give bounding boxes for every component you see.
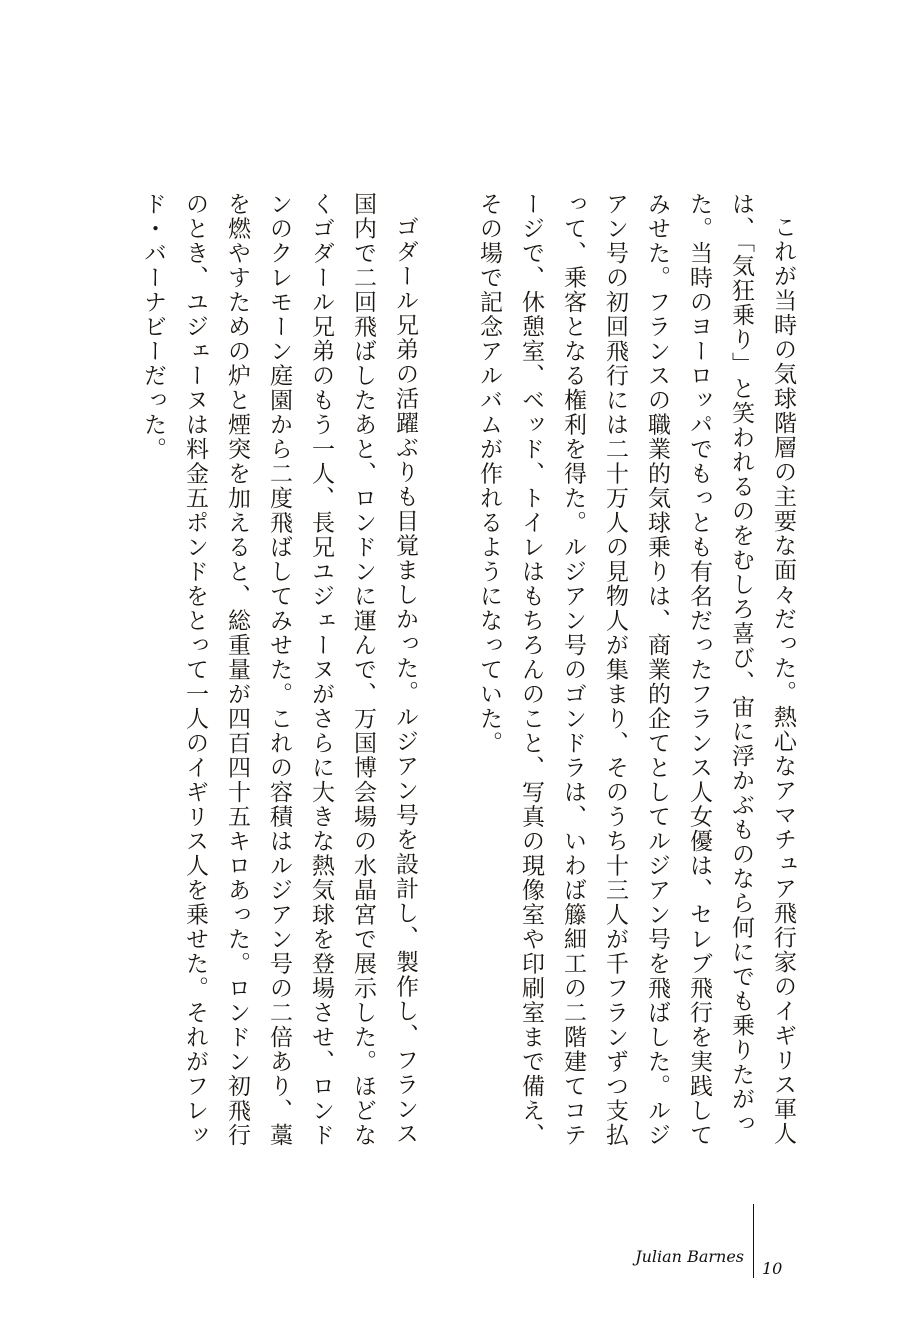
paragraph-2: ゴダール兄弟の活躍ぶりも目覚ましかった。ルジアン号を設計し、製作し、フランス国内で二回飛ばしたあと、ロンドンに運んで、万国博会場の水晶宮で展示した。ほどなくゴダール兄弟のもう一人、長兄ユジェーヌがさらに大きな熱気球を登場させ、ロンドンのクレモーン庭園から二度飛ばしてみせた。これの容積はルジアン号の二倍あり、藁を燃やすための炉と煙突を加えると、総重量が四百四十五キロあった。ロンドン初飛行のとき、ユジェーヌは料金五ポンドをとって一人のイギリス人を乗せた。それがフレッド・バーナビーだった。 [140, 192, 418, 1148]
page-number: 10 [762, 1259, 783, 1278]
body-text [132, 192, 804, 1152]
paragraph-1: これが当時の気球階層の主要な面々だった。熱心なアマチュア飛行家のイギリス軍人は、「気狂乗り」と笑われるのをむしろ喜び、宙に浮かぶものなら何にでも乗りたがった。当時のヨーロッパでもっとも有名だったフランス人女優は、セレブ飛行を実践してみせた。フランスの職業的気球乗りは、商業的企てとしてルジアン号を飛ばした。ルジアン号の初回飛行には二十万人の見物人が集まり、そのうち十三人が千フランずつ支払って、乗客となる権利を得た。ルジアン号のゴンドラは、いわば籐細工の二階建てコテージで、休憩室、ベッド、トイレはもちろんのこと、写真の現像室や印刷室まで備え、その場で記念アルバムが作れるようになっていた。 [476, 192, 796, 1148]
running-footer-author: Julian Barnes [635, 1247, 744, 1266]
footer-divider-rule [753, 1204, 754, 1278]
